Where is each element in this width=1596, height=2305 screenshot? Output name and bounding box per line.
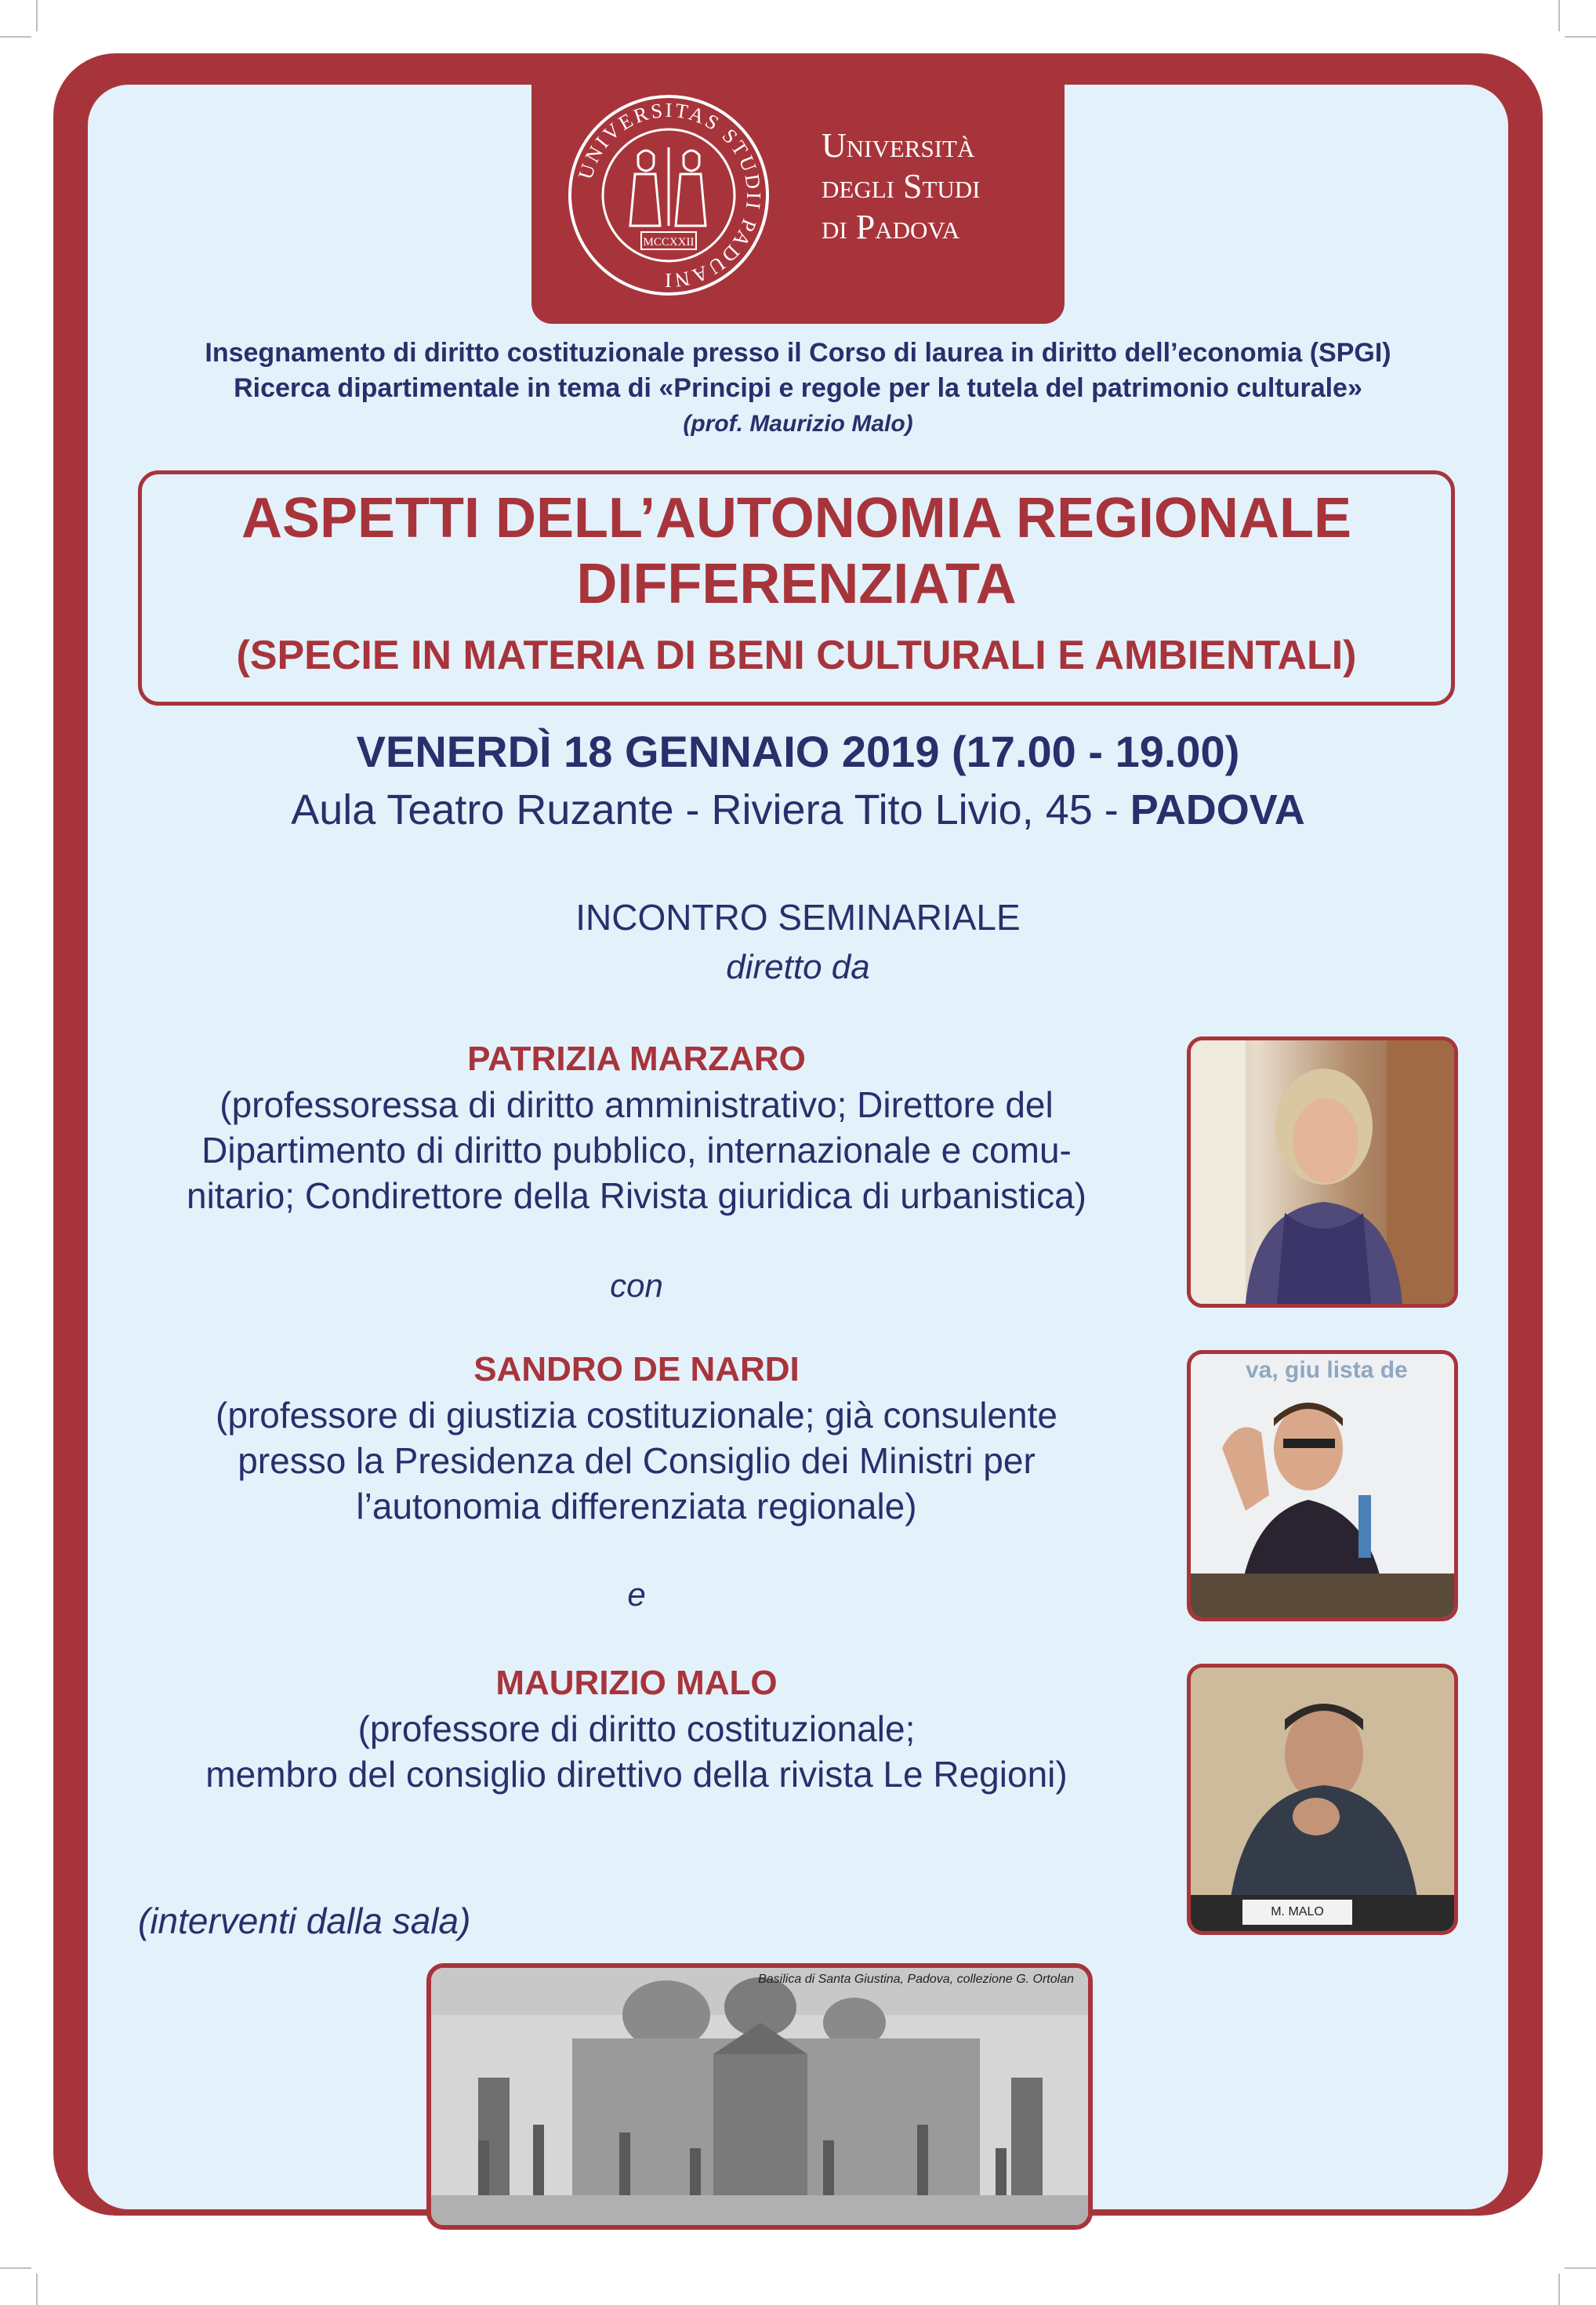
crop-mark — [1558, 2274, 1560, 2305]
directed-by: diretto da — [726, 948, 870, 986]
speaker-desc-line: nitario; Condirettore della Rivista giuridica di urbanistica) — [187, 1175, 1086, 1216]
basilica-illustration — [431, 1968, 1088, 2225]
seal-year: MCCXXII — [643, 236, 695, 249]
speaker-photo-malo — [1187, 1664, 1458, 1935]
speaker-desc-line: membro del consiglio direttivo della rivista Le Regioni) — [205, 1754, 1068, 1795]
contact-info: - Per informazioni: maurizio.malo@unipd.it - Cell. 331 1728950 — [569, 2249, 1275, 2277]
church-engraving — [426, 1963, 1093, 2230]
footer-info — [88, 2245, 1508, 2280]
conjunction: con — [610, 1267, 663, 1304]
speaker-name: SANDRO DE NARDI — [473, 1350, 800, 1388]
event-kind: INCONTRO SEMINARIALE — [575, 897, 1021, 938]
speaker-name: MAURIZIO MALO — [495, 1664, 778, 1702]
event-title — [142, 485, 1451, 617]
church-caption: Basilica di Santa Giustina, Padova, collezione G. Ortolan — [758, 1973, 1074, 1986]
event-title-line: DIFFERENZIATA — [576, 553, 1017, 615]
speaker-photo-de-nardi — [1187, 1350, 1458, 1621]
university-name — [822, 125, 980, 248]
intro-professor: (prof. Maurizio Malo) — [683, 411, 913, 437]
speaker-desc-line: presso la Presidenza del Consiglio dei Ministri per — [238, 1440, 1036, 1481]
university-seal-icon — [566, 93, 771, 298]
venue-address: Aula Teatro Ruzante - Riviera Tito Livio, 45 - — [291, 786, 1130, 833]
crop-mark — [1565, 2267, 1596, 2269]
speaker-block — [88, 1036, 1185, 1218]
portrait-illustration — [1191, 1668, 1454, 1931]
crop-mark — [0, 2267, 31, 2269]
photo-nameplate: M. MALO — [1242, 1900, 1352, 1925]
photo-background-text: va, giu lista de — [1246, 1357, 1408, 1383]
crop-mark — [1558, 0, 1560, 31]
crop-mark — [0, 36, 31, 38]
event-venue — [88, 782, 1508, 837]
event-subtitle: (SPECIE IN MATERIA DI BENI CULTURALI E AMBIENTALI) — [236, 633, 1357, 678]
speaker-desc-line: (professore di diritto costituzionale; — [357, 1708, 916, 1749]
speaker-block — [88, 1347, 1185, 1529]
speaker-photo-marzaro — [1187, 1036, 1458, 1308]
portrait-illustration — [1191, 1040, 1454, 1304]
university-name-line: di Padova — [822, 208, 960, 246]
portrait-illustration — [1191, 1354, 1454, 1617]
speaker-desc-line: l’autonomia differenziata regionale) — [356, 1486, 917, 1526]
intro-line: Insegnamento di diritto costituzionale presso il Corso di laurea in diritto dell’economia (SPGI) — [205, 338, 1391, 368]
speaker-name: PATRIZIA MARZARO — [467, 1040, 806, 1078]
speaker-desc-line: Dipartimento di diritto pubblico, internazionale e comu- — [201, 1130, 1072, 1171]
speaker-desc-line: (professore di giustizia costituzionale; già consulente — [216, 1395, 1057, 1436]
intro-line: Ricerca dipartimentale in tema di «Principi e regole per la tutela del patrimonio culturale» — [234, 373, 1362, 403]
interventi-note: (interventi dalla sala) — [138, 1900, 471, 1941]
venue-city: PADOVA — [1130, 786, 1305, 833]
seal-text: UNIVERSITAS STUDII PADUANI — [574, 98, 766, 292]
free-entry: INGRESSO LIBERO — [321, 2248, 570, 2278]
speaker-desc-line: (professoressa di diritto amministrativo; Direttore del — [219, 1084, 1054, 1125]
event-title-line: ASPETTI DELL’AUTONOMIA REGIONALE — [241, 487, 1352, 550]
crop-mark — [1565, 36, 1596, 38]
event-date: VENERDÌ 18 GENNAIO 2019 (17.00 - 19.00) — [356, 727, 1240, 776]
intro-text — [88, 336, 1508, 441]
university-name-line: Università — [822, 126, 975, 165]
title-box — [138, 470, 1455, 706]
speaker-block — [88, 1661, 1185, 1797]
crop-mark — [36, 2274, 38, 2305]
university-name-line: degli Studi — [822, 167, 981, 205]
crop-mark — [36, 0, 38, 31]
conjunction: e — [627, 1576, 646, 1613]
